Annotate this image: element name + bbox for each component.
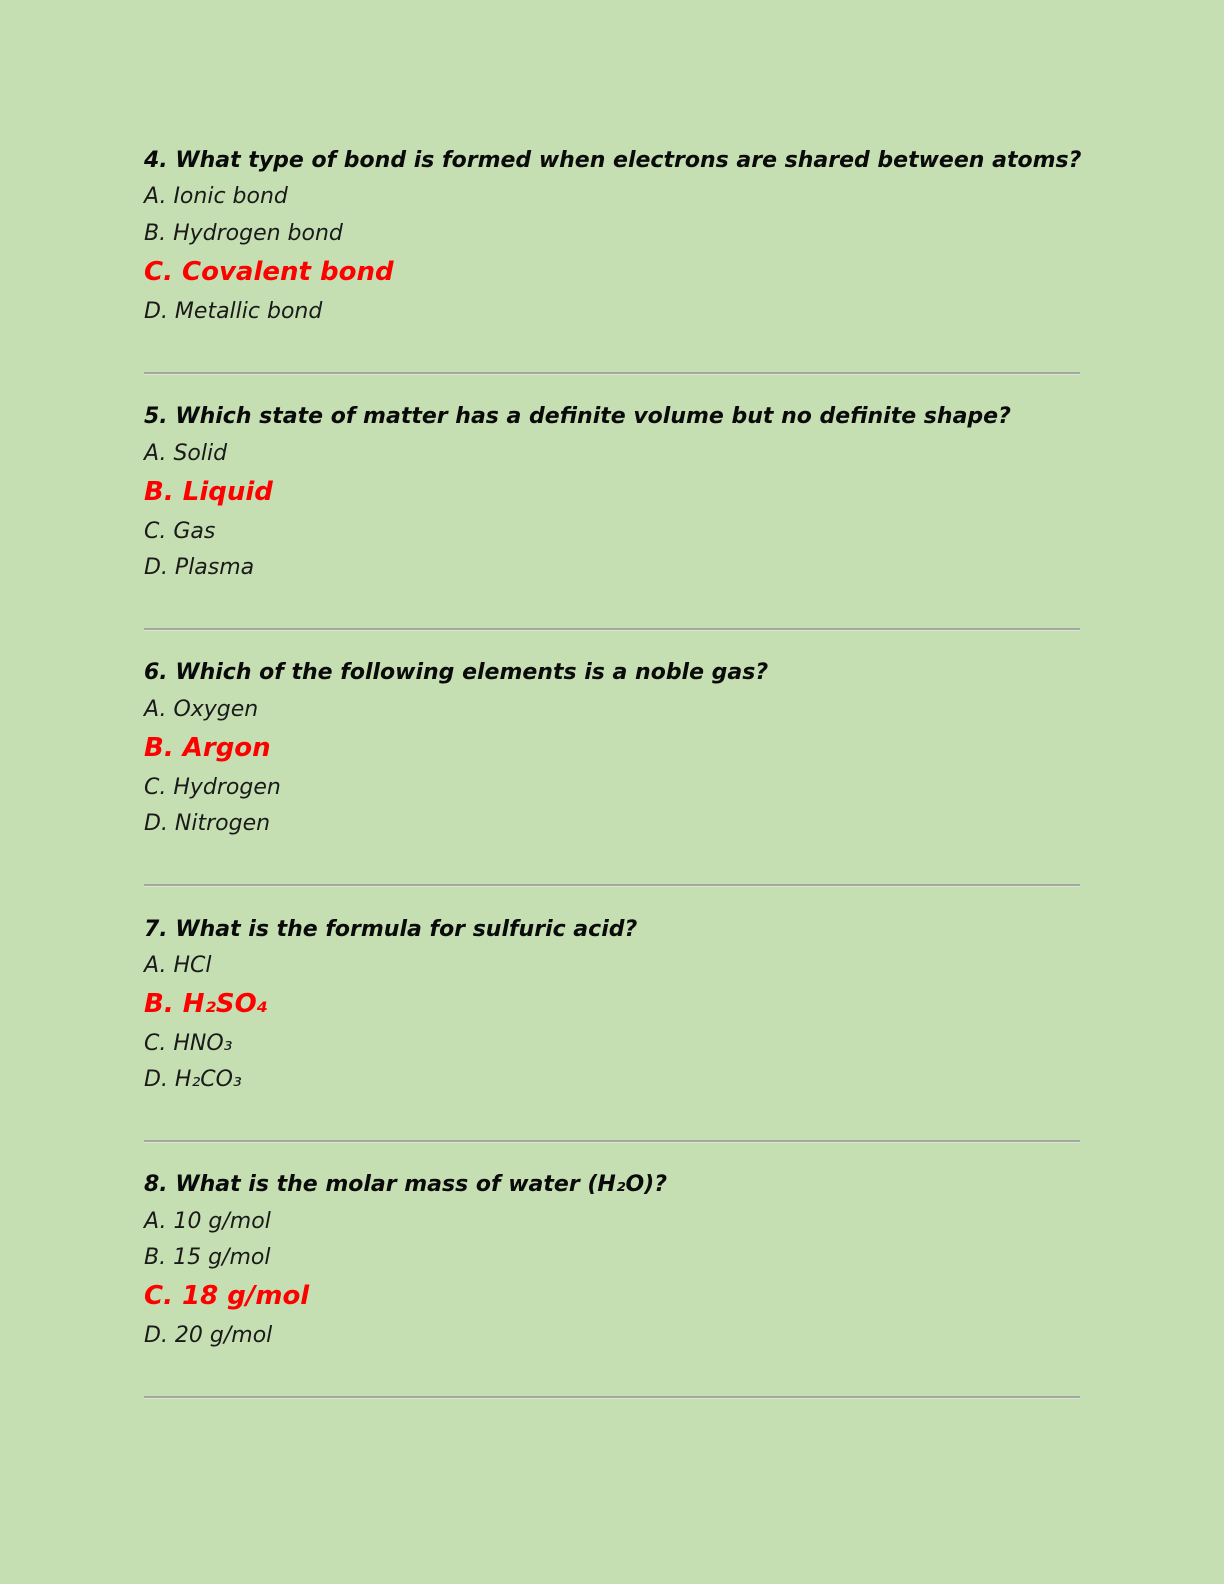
question-4-option-b: B. Hydrogen bond [144,221,343,246]
question-5-correct-option-b: B. Liquid [144,477,273,507]
question-6-correct-option-b: B. Argon [144,733,271,763]
question-4-stem: 4. What type of bond is formed when electrons are shared between atoms? [144,148,1082,173]
question-4-option-d: D. Metallic bond [144,299,323,324]
question-6-option-d: D. Nitrogen [144,811,271,836]
question-4-correct-option-c: C. Covalent bond [144,257,394,287]
question-6-option-a: A. Oxygen [144,697,259,722]
question-7-option-c: C. HNO₃ [144,1031,233,1056]
section-divider [144,1396,1080,1399]
question-8-option-d: D. 20 g/mol [144,1323,273,1348]
section-divider [144,628,1080,631]
question-6-stem: 6. Which of the following elements is a noble gas? [144,660,769,685]
section-divider [144,884,1080,887]
question-6-option-c: C. Hydrogen [144,775,281,800]
question-4-option-a: A. Ionic bond [144,184,288,209]
question-7-option-a: A. HCl [144,953,212,978]
section-divider [144,1140,1080,1143]
question-8-correct-option-c: C. 18 g/mol [144,1281,310,1311]
question-5-option-a: A. Solid [144,441,228,466]
section-divider [144,372,1080,375]
question-8-stem: 8. What is the molar mass of water (H₂O)? [144,1172,667,1197]
question-8-option-b: B. 15 g/mol [144,1245,271,1270]
question-5-option-d: D. Plasma [144,555,255,580]
question-5-stem: 5. Which state of matter has a definite volume but no definite shape? [144,404,1011,429]
question-7-option-d: D. H₂CO₃ [144,1067,242,1092]
question-5-option-c: C. Gas [144,519,216,544]
question-8-option-a: A. 10 g/mol [144,1209,271,1234]
question-7-stem: 7. What is the formula for sulfuric acid? [144,917,638,942]
question-7-correct-option-b: B. H₂SO₄ [144,989,269,1019]
